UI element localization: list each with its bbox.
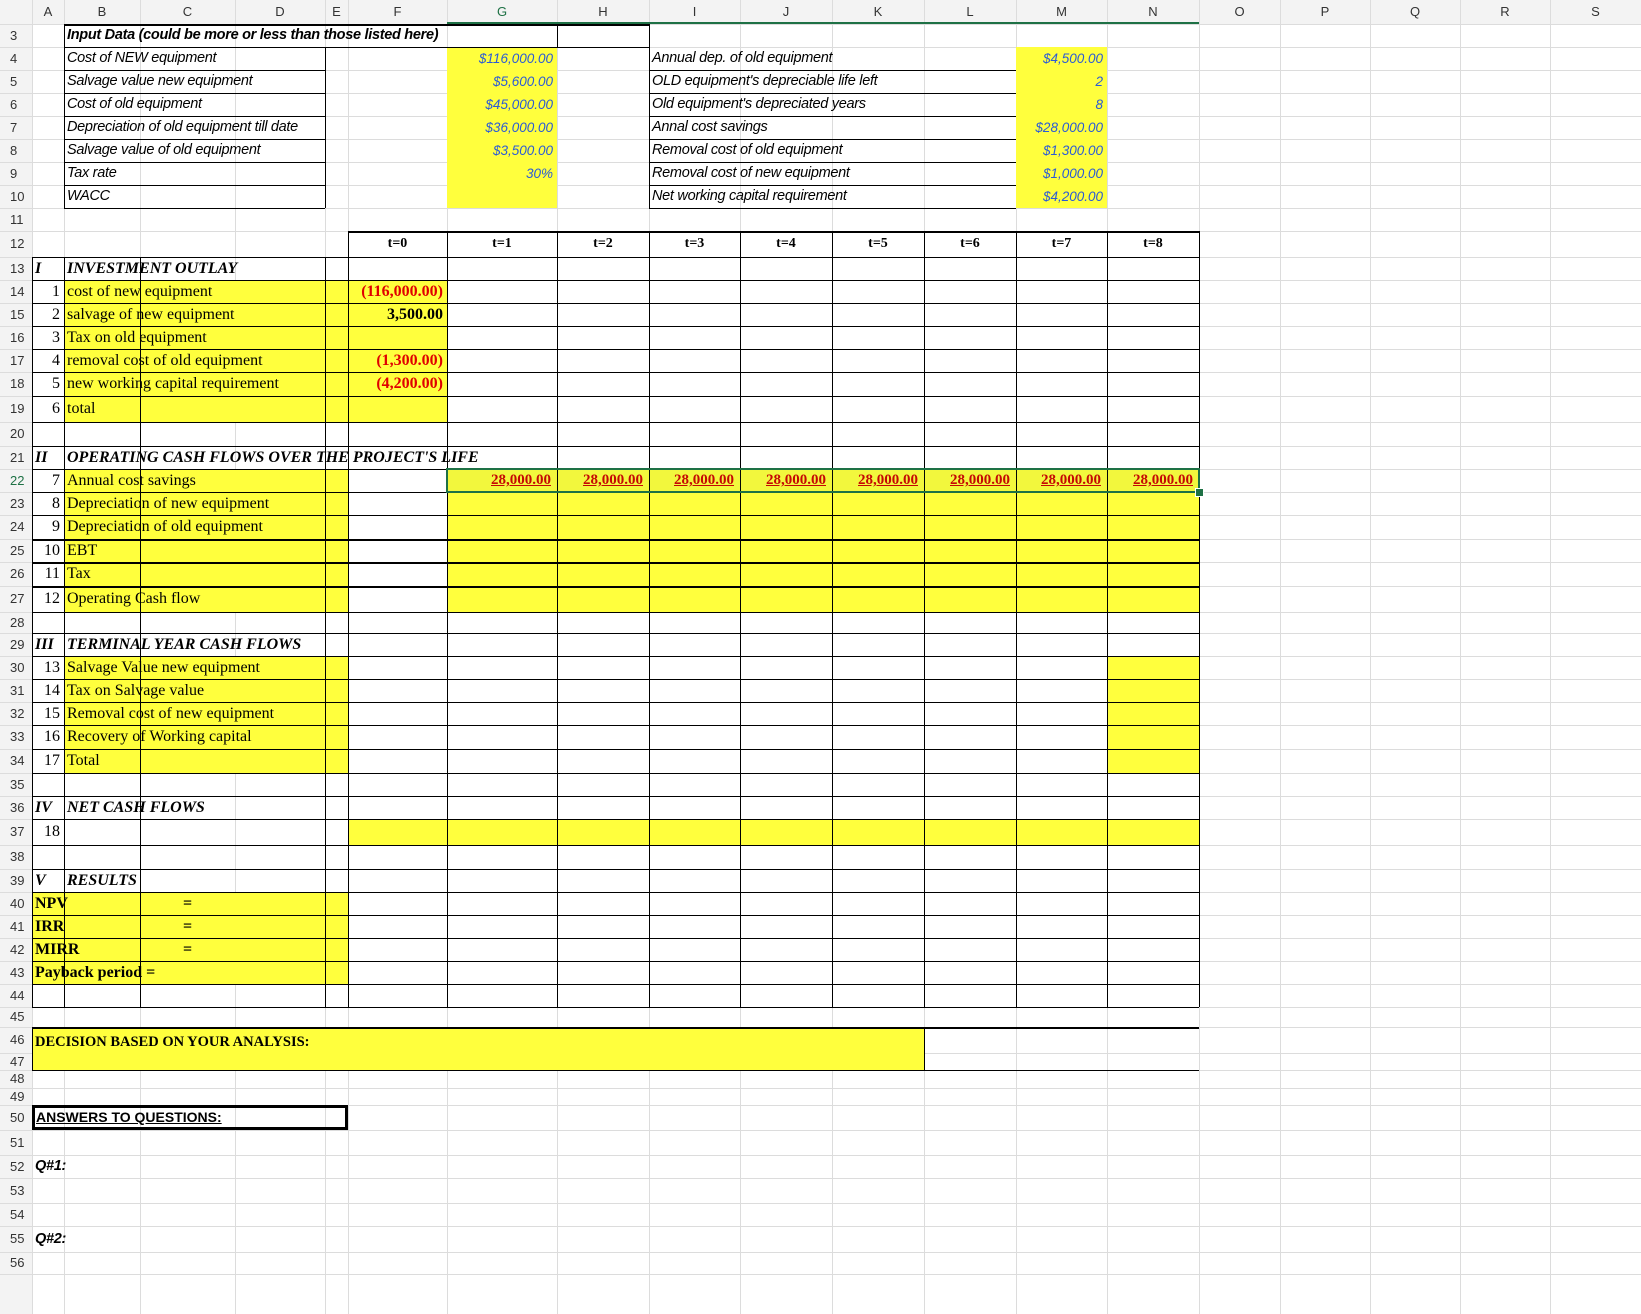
item-number: 13: [44, 659, 60, 676]
row-header[interactable]: 6: [10, 97, 18, 112]
input-value: [447, 185, 553, 208]
row-header[interactable]: 16: [10, 330, 25, 345]
gridline-vertical: [1550, 0, 1551, 1314]
cell-border: [32, 326, 1199, 327]
column-header[interactable]: A: [43, 4, 53, 19]
result-label: NPV: [35, 895, 68, 912]
question-label: Q#1:: [35, 1158, 67, 1174]
gridline-horizontal: [0, 1088, 1641, 1089]
period-header: t=0: [387, 236, 408, 251]
row-header[interactable]: 54: [10, 1207, 25, 1222]
input-label: Removal cost of new equipment: [652, 165, 850, 181]
cell-border: [557, 257, 558, 1007]
cell-border: [1199, 231, 1200, 1007]
gridline-horizontal: [0, 1155, 1641, 1156]
row-header[interactable]: 30: [10, 660, 25, 675]
cell-border: [64, 208, 325, 209]
item-label: Tax: [67, 565, 91, 582]
row-header[interactable]: 15: [10, 307, 25, 322]
row-header[interactable]: 46: [10, 1032, 25, 1047]
row-header[interactable]: 14: [10, 284, 25, 299]
column-header[interactable]: S: [1591, 4, 1600, 19]
item-number: 15: [44, 705, 60, 722]
row-header[interactable]: 23: [10, 496, 25, 511]
input-label: Cost of old equipment: [67, 96, 202, 112]
result-equals: =: [182, 895, 193, 912]
section-roman: IV: [35, 799, 52, 816]
row-header[interactable]: 33: [10, 729, 25, 744]
cell-border: [924, 257, 925, 1007]
cell-border: [32, 845, 1199, 846]
item-label: new working capital requirement: [67, 375, 279, 392]
section-title: NET CASH FLOWS: [67, 799, 205, 816]
fill-handle[interactable]: [1195, 488, 1204, 497]
item-label: Depreciation of new equipment: [67, 495, 270, 512]
row-header[interactable]: 35: [10, 777, 25, 792]
input-label: Depreciation of old equipment till date: [67, 119, 298, 135]
input-value: $116,000.00: [478, 51, 553, 66]
result-label: Payback period =: [35, 964, 156, 981]
question-label: Q#2:: [35, 1231, 67, 1247]
item-number: 4: [52, 352, 60, 369]
cell-border: [32, 586, 1199, 588]
investment-t0-value: [348, 396, 443, 422]
input-value: 2: [1095, 74, 1103, 89]
item-label: removal cost of old equipment: [67, 352, 263, 369]
cell-selection[interactable]: [446, 468, 1200, 493]
column-header[interactable]: E: [332, 4, 341, 19]
row-header[interactable]: 39: [10, 873, 25, 888]
result-equals: =: [182, 941, 193, 958]
cell-border: [649, 257, 650, 1007]
item-label: Removal cost of new equipment: [67, 705, 275, 722]
row-header[interactable]: 5: [10, 74, 18, 89]
row-header[interactable]: 10: [10, 189, 25, 204]
row-header[interactable]: 42: [10, 942, 25, 957]
column-header[interactable]: R: [1500, 4, 1510, 19]
input-label: Salvage value new equipment: [67, 73, 253, 89]
row-header[interactable]: 53: [10, 1183, 25, 1198]
item-label: Salvage Value new equipment: [67, 659, 260, 676]
row-header[interactable]: 25: [10, 543, 25, 558]
row-header[interactable]: 47: [10, 1054, 25, 1069]
row-header[interactable]: 31: [10, 683, 25, 698]
item-label: Tax on old equipment: [67, 329, 207, 346]
row-header[interactable]: 12: [10, 236, 25, 251]
input-value: $36,000.00: [485, 120, 553, 135]
annual-savings-value: 28,000.00: [583, 472, 643, 488]
row-header[interactable]: 20: [10, 426, 25, 441]
period-header: t=8: [1143, 236, 1163, 251]
gridline-vertical: [1370, 0, 1371, 1314]
cell-border: [32, 773, 1199, 774]
terminal-t8-fill: [1107, 656, 1199, 773]
input-value: 8: [1095, 97, 1103, 112]
gridline-horizontal: [0, 1226, 1641, 1227]
cell-border: [325, 47, 326, 208]
annual-savings-value: 28,000.00: [491, 472, 551, 488]
cell-border: [832, 257, 833, 1007]
input-value: $5,600.00: [492, 74, 553, 89]
item-number: 14: [44, 682, 60, 699]
row-header[interactable]: 21: [10, 450, 25, 465]
input-label: Salvage value of old equipment: [67, 142, 261, 158]
item-number: 10: [44, 542, 60, 559]
period-header: t=6: [960, 236, 980, 251]
item-number: 11: [44, 565, 60, 582]
gridline-horizontal: [0, 1130, 1641, 1131]
row-header[interactable]: 26: [10, 566, 25, 581]
input-label: Annal cost savings: [652, 119, 768, 135]
row-header[interactable]: 34: [10, 753, 25, 768]
row-header[interactable]: 49: [10, 1089, 25, 1104]
period-header: t=3: [684, 236, 705, 251]
column-header[interactable]: M: [1056, 4, 1067, 19]
cell-border: [1016, 257, 1017, 1007]
result-equals: =: [182, 918, 193, 935]
input-label: Cost of NEW equipment: [67, 50, 217, 66]
item-label: Recovery of Working capital: [67, 728, 252, 745]
period-header: t=7: [1051, 236, 1072, 251]
input-value: $1,300.00: [1042, 143, 1103, 158]
column-header[interactable]: L: [966, 4, 974, 19]
cell-border: [32, 869, 1199, 870]
cell-border: [447, 257, 448, 1007]
input-label: Annual dep. of old equipment: [652, 50, 833, 66]
cell-border: [32, 1070, 1199, 1071]
gridline-vertical: [1280, 0, 1281, 1314]
row-header[interactable]: 38: [10, 849, 25, 864]
row-header[interactable]: 52: [10, 1159, 25, 1174]
section-title: INVESTMENT OUTLAY: [67, 260, 238, 277]
row-header[interactable]: 7: [10, 120, 18, 135]
investment-t0-value: (116,000.00): [361, 283, 443, 300]
result-label: MIRR: [35, 941, 80, 958]
result-label: IRR: [35, 918, 65, 935]
input-label: Tax rate: [67, 165, 117, 181]
row-header[interactable]: 48: [10, 1071, 25, 1086]
item-number: 12: [44, 590, 60, 607]
item-number: 7: [52, 472, 60, 489]
period-header: t=1: [492, 236, 512, 251]
row-header[interactable]: 17: [10, 353, 25, 368]
section-title: TERMINAL YEAR CASH FLOWS: [67, 636, 302, 653]
column-header[interactable]: O: [1234, 4, 1245, 19]
answers-label: ANSWERS TO QUESTIONS:: [36, 1109, 222, 1125]
item-label: Total: [67, 752, 100, 769]
annual-savings-value: 28,000.00: [674, 472, 734, 488]
gridline-horizontal: [0, 1178, 1641, 1179]
gridline-horizontal: [0, 1274, 1641, 1275]
item-number: 5: [52, 375, 60, 392]
cell-border: [32, 984, 1199, 985]
item-number: 6: [52, 400, 60, 417]
row-header[interactable]: 43: [10, 965, 25, 980]
input-label: Old equipment's depreciated years: [652, 96, 866, 112]
row-header[interactable]: 13: [10, 261, 25, 276]
cell-border: [557, 24, 558, 47]
cell-border: [32, 819, 1199, 820]
row-header[interactable]: 51: [10, 1135, 25, 1150]
cell-border: [32, 796, 1199, 797]
row-header[interactable]: 45: [10, 1009, 25, 1024]
gridline-vertical: [1460, 0, 1461, 1314]
row-header[interactable]: 44: [10, 988, 25, 1003]
column-header[interactable]: B: [97, 4, 107, 19]
item-number: 1: [52, 283, 60, 300]
section-roman: V: [35, 872, 46, 889]
annual-savings-value: 28,000.00: [766, 472, 826, 488]
annual-savings-value: 28,000.00: [1133, 472, 1193, 488]
investment-t0-value: (1,300.00): [376, 352, 443, 369]
period-header: t=4: [776, 236, 796, 251]
column-header[interactable]: G: [496, 4, 508, 19]
column-header[interactable]: H: [598, 4, 608, 19]
column-header[interactable]: F: [393, 4, 402, 19]
row-header[interactable]: 11: [10, 212, 24, 227]
period-header: t=2: [593, 236, 613, 251]
row-header[interactable]: 32: [10, 706, 25, 721]
cell-border: [649, 24, 650, 47]
row-header[interactable]: 56: [10, 1255, 25, 1270]
item-number: 9: [52, 518, 60, 535]
net-cash-flow-fill: [348, 819, 1199, 845]
cell-border: [32, 396, 1199, 397]
column-header[interactable]: P: [1320, 4, 1330, 19]
item-label: Operating Cash flow: [67, 590, 201, 607]
cell-border: [924, 1027, 925, 1070]
item-number: 18: [44, 823, 60, 840]
cell-border: [649, 208, 1016, 209]
column-header[interactable]: J: [782, 4, 790, 19]
cell-border: [32, 749, 1199, 750]
cell-border: [32, 1027, 33, 1070]
item-number: 8: [52, 495, 60, 512]
input-label: WACC: [67, 188, 110, 204]
row-header[interactable]: 9: [10, 166, 18, 181]
row-header[interactable]: 3: [10, 28, 18, 43]
input-value: $4,500.00: [1042, 51, 1103, 66]
column-header[interactable]: C: [182, 4, 193, 19]
decision-label: DECISION BASED ON YOUR ANALYSIS:: [35, 1034, 310, 1050]
row-header[interactable]: 40: [10, 896, 25, 911]
input-label: OLD equipment's depreciable life left: [652, 73, 878, 89]
cell-border: [32, 1007, 1199, 1008]
item-number: 16: [44, 728, 60, 745]
cell-border: [32, 612, 1199, 613]
cell-border: [32, 539, 1199, 541]
row-header[interactable]: 4: [10, 51, 18, 66]
section-roman: I: [35, 260, 42, 277]
section-roman: III: [35, 636, 54, 653]
investment-t0-value: [348, 326, 443, 349]
column-header[interactable]: Q: [1409, 4, 1421, 19]
row-header[interactable]: 29: [10, 637, 25, 652]
item-number: 17: [44, 752, 60, 769]
item-label: Depreciation of old equipment: [67, 518, 263, 535]
annual-savings-value: 28,000.00: [1041, 472, 1101, 488]
row-header[interactable]: 27: [10, 591, 25, 606]
investment-t0-value: (4,200.00): [376, 375, 443, 392]
item-label: salvage of new equipment: [67, 306, 235, 323]
input-value: $1,000.00: [1042, 166, 1103, 181]
column-header[interactable]: N: [1148, 4, 1158, 19]
cell-border: [32, 562, 1199, 564]
cell-border: [325, 257, 326, 1007]
row-header[interactable]: 8: [10, 143, 18, 158]
column-header[interactable]: I: [692, 4, 697, 19]
row-header[interactable]: 41: [10, 919, 25, 934]
column-header[interactable]: D: [275, 4, 285, 19]
column-header[interactable]: K: [873, 4, 883, 19]
item-label: cost of new equipment: [67, 283, 213, 300]
item-label: Tax on Salvage value: [67, 682, 205, 699]
result-equals: [140, 961, 235, 984]
cell-border: [32, 679, 1199, 680]
item-number: 3: [52, 329, 60, 346]
item-number: 2: [52, 306, 60, 323]
row-header[interactable]: 24: [10, 519, 25, 534]
row-header[interactable]: 19: [10, 401, 25, 416]
item-label: Annual cost savings: [67, 472, 196, 489]
cell-border: [649, 47, 650, 208]
section-title: OPERATING CASH FLOWS OVER THE PROJECT'S LIFE: [67, 449, 479, 466]
input-title: Input Data (could be more or less than those listed here): [67, 27, 439, 43]
input-label: Removal cost of old equipment: [652, 142, 843, 158]
section-roman: II: [35, 449, 48, 466]
cell-border: [1107, 257, 1108, 1007]
row-header[interactable]: 36: [10, 800, 25, 815]
section-title: RESULTS: [67, 872, 137, 889]
investment-t0-value: 3,500.00: [387, 306, 443, 323]
cell-border: [32, 422, 1199, 423]
row-header[interactable]: 28: [10, 615, 25, 630]
annual-savings-value: 28,000.00: [858, 472, 918, 488]
row-header[interactable]: 37: [10, 824, 25, 839]
cell-border: [740, 257, 741, 1007]
row-header[interactable]: 50: [10, 1110, 25, 1125]
input-label: Net working capital requirement: [652, 188, 847, 204]
input-value: $28,000.00: [1035, 120, 1103, 135]
item-label: total: [67, 400, 96, 417]
input-value: $3,500.00: [492, 143, 553, 158]
item-label: EBT: [67, 542, 98, 559]
row-header[interactable]: 18: [10, 376, 25, 391]
gridline-horizontal: [0, 1203, 1641, 1204]
row-header[interactable]: 55: [10, 1231, 25, 1246]
period-header: t=5: [868, 236, 888, 251]
row-header[interactable]: 22: [10, 473, 25, 488]
input-value: 30%: [525, 166, 553, 181]
gridline-horizontal: [0, 1252, 1641, 1253]
input-value: $45,000.00: [485, 97, 553, 112]
input-value: $4,200.00: [1042, 189, 1103, 204]
annual-savings-value: 28,000.00: [950, 472, 1010, 488]
